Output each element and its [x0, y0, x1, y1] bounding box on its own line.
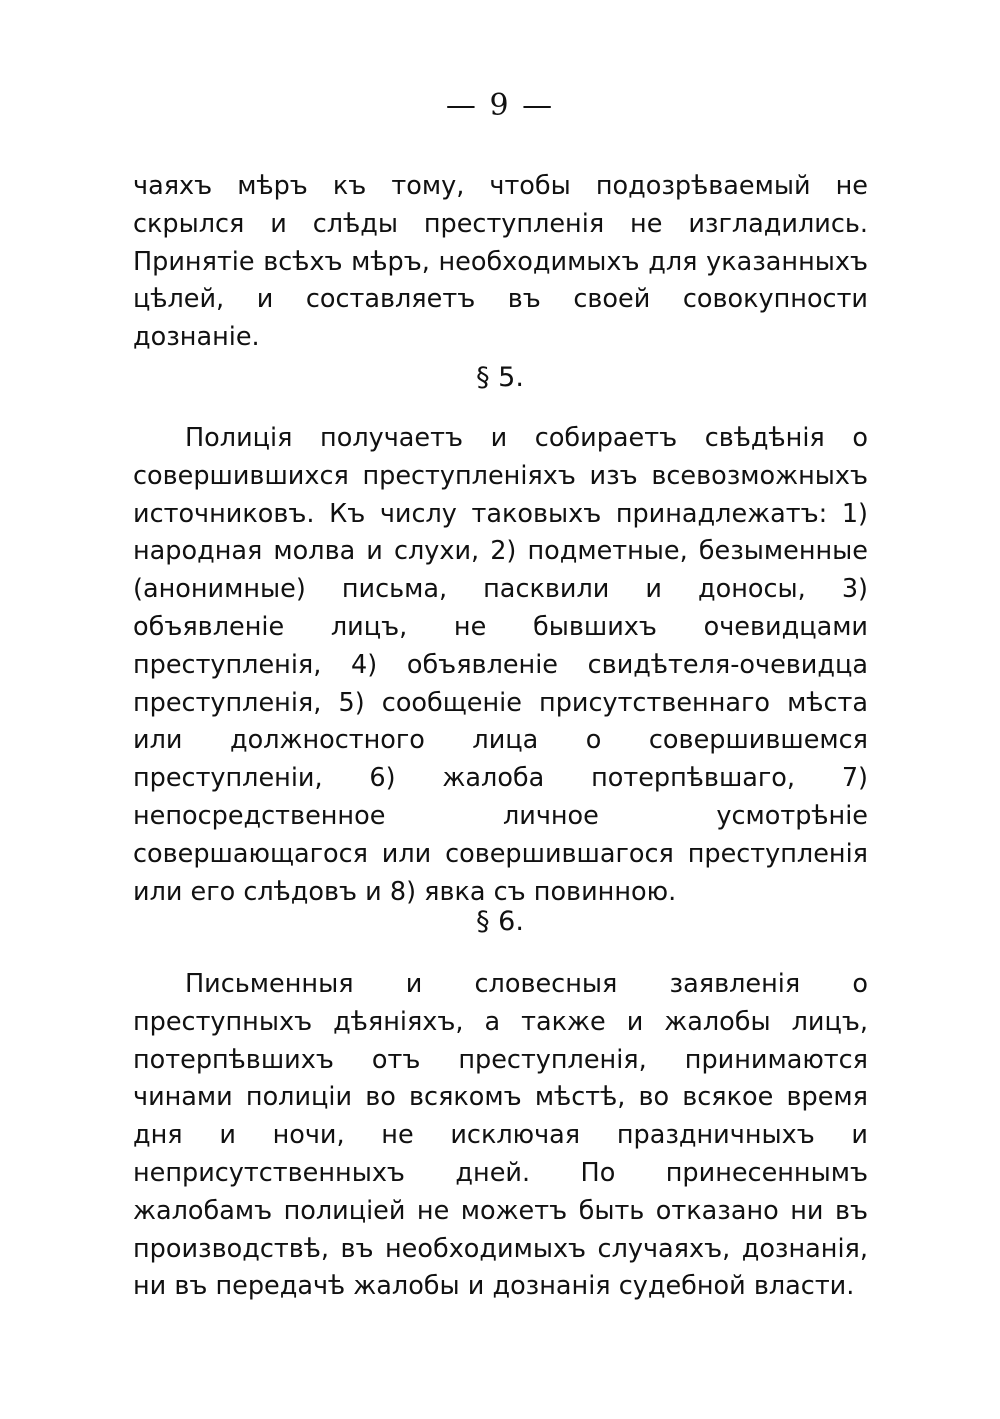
section-heading-6: § 6.: [476, 906, 524, 937]
section-heading-5: § 5.: [476, 362, 524, 393]
paragraph-section-5: Полиція получаетъ и собираетъ свѣдѣнія о совершившихся преступленіяхъ изъ всевозможныхъ источниковъ. Къ числу таковыхъ принадлежатъ: 1) народная молва и слухи, 2) подметные, безыменные (анонимные) письма, пасквили и доносы, 3) объявленіе лицъ, не бывшихъ очевидцами преступленія, 4) объявленіе свидѣтеля-очевидца преступленія, 5) сообщеніе присутственнаго мѣста или должностного лица о совершившемся преступленіи, 6) жалоба потерпѣвшаго, 7) непосредственное личное усмотрѣніе совершающагося или совершившагося преступленія или его слѣдовъ и 8) явка съ повинною.: [133, 423, 868, 907]
paragraph-continuation: чаяхъ мѣръ къ тому, чтобы подозрѣваемый не скрылся и слѣды преступленія не изгладились. Принятіе всѣхъ мѣръ, необходимыхъ для указанныхъ цѣлей, и составляетъ въ своей совокупности дознаніе.: [133, 171, 868, 353]
page-number-header: — 9 —: [445, 88, 555, 123]
paragraph-section-6: Письменныя и словесныя заявленія о преступныхъ дѣяніяхъ, а также и жалобы лицъ, потерпѣвшихъ отъ преступленія, принимаются чинами полиціи во всякомъ мѣстѣ, во всякое время дня и ночи, не исключая праздничныхъ и неприсутственныхъ дней. По принесеннымъ жалобамъ полиціей не можетъ быть отказано ни въ производствѣ, въ необходимыхъ случаяхъ, дознанія, ни въ передачѣ жалобы и дознанія судебной власти.: [133, 969, 868, 1302]
